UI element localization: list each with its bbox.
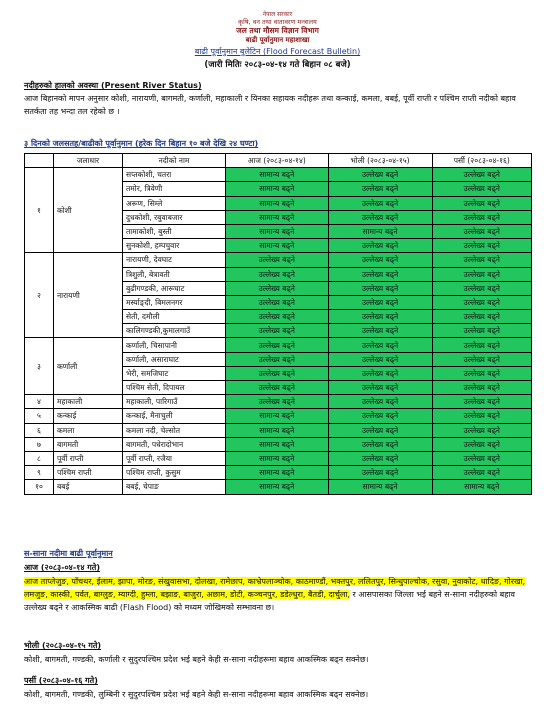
forecast-cell: उल्लेख्य बढ्ने — [328, 253, 432, 267]
forecast-cell: उल्लेख्य बढ्ने — [328, 324, 432, 338]
forecast-cell: उल्लेख्य बढ्ने — [328, 239, 432, 253]
river-station: सुनकोशी, हम्पचुवार — [123, 239, 226, 253]
col-header-today: आज (२०८३-०४-१४) — [226, 154, 329, 168]
basin-name: कर्णाली — [54, 338, 123, 395]
col-header-tomorrow: भोली (२०८३-०४-१५) — [328, 154, 432, 168]
forecast-cell: सामान्य बढ्ने — [226, 224, 329, 238]
river-station: पश्चिम राप्ती, कुसुम — [123, 466, 226, 480]
river-station: दुधकोशी, रबुवाबजार — [123, 210, 226, 224]
small-rivers-title: स-साना नदीमा बाढी पूर्वानुमान — [24, 549, 113, 558]
basin-name: बबई — [54, 480, 123, 494]
forecast-cell: उल्लेख्य बढ्ने — [432, 182, 531, 196]
forecast-cell: उल्लेख्य बढ्ने — [432, 295, 531, 309]
forecast-table-title: ३ दिनको जलसतह/बाढीको पूर्वानुमान (हरेक दिन बिहान १० बजे देखि २४ घण्टा) — [24, 139, 259, 148]
forecast-cell: उल्लेख्य बढ्ने — [432, 352, 531, 366]
basin-number: ६ — [25, 423, 54, 437]
river-station: पश्चिम सेती, दिपायल — [123, 381, 226, 395]
forecast-cell: सामान्य बढ्ने — [226, 480, 329, 494]
forecast-cell: सामान्य बढ्ने — [226, 409, 329, 423]
col-header-river: नदीको नाम — [123, 154, 226, 168]
forecast-cell: सामान्य बढ्ने — [226, 466, 329, 480]
river-station: बागमती, पधेरादोभान — [123, 437, 226, 451]
forecast-cell: उल्लेख्य बढ्ने — [328, 352, 432, 366]
forecast-cell: सामान्य बढ्ने — [226, 451, 329, 465]
forecast-cell: उल्लेख्य बढ्ने — [432, 210, 531, 224]
forecast-cell: उल्लेख्य बढ्ने — [432, 281, 531, 295]
basin-name: नारायणी — [54, 253, 123, 338]
forecast-cell: सामान्य बढ्ने — [226, 239, 329, 253]
today-label: आज (२०८३-०४-१४ गते) — [24, 563, 100, 572]
basin-name: कोशी — [54, 168, 123, 253]
forecast-cell: सामान्य बढ्ने — [226, 437, 329, 451]
forecast-cell: उल्लेख्य बढ्ने — [432, 366, 531, 380]
river-station: बबई, चेपाङ — [123, 480, 226, 494]
dayafter-label: पर्सी (२०८३-०४-१६ गते) — [24, 676, 98, 685]
forecast-cell: उल्लेख्य बढ्ने — [328, 409, 432, 423]
forecast-cell: उल्लेख्य बढ्ने — [328, 295, 432, 309]
department-name: जल तथा मौसम विज्ञान विभाग — [236, 26, 319, 35]
basin-name: पूर्वी राप्ती — [54, 451, 123, 465]
river-station: त्रिशुली, बेत्रावती — [123, 267, 226, 281]
forecast-cell: उल्लेख्य बढ्ने — [226, 253, 329, 267]
present-status-title: नदीहरुको हालको अवस्था (Present River Status) — [24, 81, 202, 90]
forecast-cell: सामान्य बढ्ने — [226, 168, 329, 182]
basin-number: ७ — [25, 437, 54, 451]
present-status-text: आज बिहानको मापन अनुसार कोशी, नारायणी, बागमती, कर्णाली, महाकाली र यिनका सहायक नदीहरू तथा कन्काई, कमला, बबई, पूर्वी राप्ती र पश्चिम राप्ती नदीको बहाव सतर्कता तह भन्दा तल रहेको छ । — [24, 94, 516, 116]
forecast-cell: उल्लेख्य बढ्ने — [328, 168, 432, 182]
forecast-cell: सामान्य बढ्ने — [226, 196, 329, 210]
forecast-cell: सामान्य बढ्ने — [226, 423, 329, 437]
basin-number: १० — [25, 480, 54, 494]
table-row — [25, 480, 532, 494]
river-station: तामाकोशी, बुस्ती — [123, 224, 226, 238]
forecast-cell: उल्लेख्य बढ्ने — [226, 381, 329, 395]
forecast-cell: उल्लेख्य बढ्ने — [432, 310, 531, 324]
forecast-cell: उल्लेख्य बढ्ने — [432, 437, 531, 451]
basin-number: ८ — [25, 451, 54, 465]
river-station: सप्तकोशी, चतरा — [123, 168, 226, 182]
forecast-cell: सामान्य बढ्ने — [432, 480, 531, 494]
river-station: सेती, दमौली — [123, 310, 226, 324]
col-header-num — [25, 154, 54, 168]
forecast-cell: उल्लेख्य बढ्ने — [328, 423, 432, 437]
forecast-cell: उल्लेख्य बढ्ने — [328, 182, 432, 196]
forecast-cell: उल्लेख्य बढ्ने — [432, 224, 531, 238]
col-header-dayafter: पर्सी (२०८३-०४-१६) — [432, 154, 531, 168]
river-station: भेरी, समजिघाट — [123, 366, 226, 380]
forecast-cell: उल्लेख्य बढ्ने — [432, 466, 531, 480]
forecast-cell: उल्लेख्य बढ्ने — [226, 395, 329, 409]
forecast-cell: उल्लेख्य बढ्ने — [226, 324, 329, 338]
forecast-cell: उल्लेख्य बढ्ने — [432, 395, 531, 409]
forecast-cell: सामान्य बढ्ने — [226, 210, 329, 224]
forecast-cell: उल्लेख्य बढ्ने — [328, 451, 432, 465]
forecast-cell: उल्लेख्य बढ्ने — [432, 168, 531, 182]
basin-name: कन्काई — [54, 409, 123, 423]
river-station: कालिगण्डकी,कुमालगाउँ — [123, 324, 226, 338]
today-text-rest: र आसपासका जिल्ला भई बहने स-साना नदीहरुको बहाव उल्लेख्य बढ्ने र आकस्मिक बाढी (Flash Flood) को मध्यम जोखिमको सम्भावना छ। — [24, 590, 515, 612]
river-station: अरूण, सिम्ले — [123, 196, 226, 210]
forecast-cell: उल्लेख्य बढ्ने — [432, 423, 531, 437]
forecast-cell: उल्लेख्य बढ्ने — [328, 338, 432, 352]
government-name: नेपाल सरकार — [262, 11, 293, 18]
forecast-cell: उल्लेख्य बढ्ने — [328, 267, 432, 281]
forecast-cell: उल्लेख्य बढ्ने — [226, 267, 329, 281]
basin-number: ४ — [25, 395, 54, 409]
forecast-cell: सामान्य बढ्ने — [328, 224, 432, 238]
basin-number: २ — [25, 253, 54, 338]
river-station: बुढीगण्डकी, आरूघाट — [123, 281, 226, 295]
forecast-cell: उल्लेख्य बढ्ने — [432, 267, 531, 281]
basin-name: बागमती — [54, 437, 123, 451]
forecast-cell: उल्लेख्य बढ्ने — [328, 366, 432, 380]
basin-name: पश्चिम राप्ती — [54, 466, 123, 480]
forecast-cell: उल्लेख्य बढ्ने — [432, 451, 531, 465]
forecast-cell: उल्लेख्य बढ्ने — [328, 395, 432, 409]
forecast-cell: सामान्य बढ्ने — [328, 480, 432, 494]
forecast-cell: उल्लेख्य बढ्ने — [328, 310, 432, 324]
basin-number: १ — [25, 168, 54, 253]
forecast-cell: उल्लेख्य बढ्ने — [226, 366, 329, 380]
table-row — [25, 466, 532, 480]
basin-name: कमला — [54, 423, 123, 437]
ministry-name: कृषि, वन तथा वातावरण मन्त्रालय — [238, 18, 317, 26]
forecast-cell: उल्लेख्य बढ्ने — [226, 295, 329, 309]
forecast-cell: उल्लेख्य बढ्ने — [432, 409, 531, 423]
highlighted-districts: आज ताप्लेजुङ, पाँचथर, ईलाम, झापा, मोरङ, संखुवासभा, दोलखा, रामेछाप, काभ्रेपलाञ्चोक, काठमाण्डौं, भक्तपुर, ललितपुर, सिन्धुपाल्चोक, रसुवा, नुवाकोट, धादिङ, गोरखा, लमजुङ, कास्की, पर्वत, बाग्लुङ, म्याग्दी, हुम्ला, बझाङ, बाजुरा, अछाम, डोटी, कञ्चनपुर, डडेल्धुरा, बैतडी, दार्चुला, — [24, 577, 526, 599]
forecast-cell: उल्लेख्य बढ्ने — [328, 281, 432, 295]
table-header-row — [25, 154, 532, 168]
forecast-cell: उल्लेख्य बढ्ने — [226, 338, 329, 352]
tomorrow-label: भोली (२०८३-०४-१५ गते) — [24, 641, 102, 650]
table-row — [25, 451, 532, 465]
forecast-cell: उल्लेख्य बढ्ने — [328, 381, 432, 395]
forecast-cell: उल्लेख्य बढ्ने — [432, 239, 531, 253]
forecast-cell: उल्लेख्य बढ्ने — [432, 338, 531, 352]
river-station: कन्काई, मैनाचुली — [123, 409, 226, 423]
forecast-cell: उल्लेख्य बढ्ने — [226, 281, 329, 295]
col-header-basin: जलाधार — [54, 154, 123, 168]
river-station: कमला नदी, चेल्सोत — [123, 423, 226, 437]
forecast-cell: उल्लेख्य बढ्ने — [328, 437, 432, 451]
river-station: तमोर, त्रिवेणी — [123, 182, 226, 196]
division-name: बाढी पूर्वानुमान महाशाखा — [245, 36, 310, 44]
forecast-cell: उल्लेख्य बढ्ने — [328, 196, 432, 210]
forecast-cell: उल्लेख्य बढ्ने — [432, 253, 531, 267]
river-station: मर्स्याङ्दी, बिमलनगर — [123, 295, 226, 309]
forecast-table — [24, 153, 532, 495]
dayafter-text: कोशी, बागमती, गण्डकी, लुम्बिनी र सुदुरपश्चिम प्रदेश भई बहने केही स-साना नदीहरूमा बहाव आकस्मिक बढ्न सक्नेछ। — [24, 690, 369, 699]
table-row — [25, 168, 532, 182]
issue-date: (जारी मितिः २०८३-०४-१४ गते बिहान ०८ बजे) — [204, 60, 351, 70]
river-station: कर्णाली, चिसापानी — [123, 338, 226, 352]
basin-name: महाकाली — [54, 395, 123, 409]
bulletin-title: बाढी पूर्वानुमान बुलेटिन (Flood Forecast Bulletin) — [194, 47, 361, 56]
forecast-cell: उल्लेख्य बढ्ने — [328, 210, 432, 224]
table-row — [25, 409, 532, 423]
forecast-cell: उल्लेख्य बढ्ने — [432, 324, 531, 338]
table-row — [25, 253, 532, 267]
river-station: नारायणी, देवघाट — [123, 253, 226, 267]
basin-number: ५ — [25, 409, 54, 423]
table-row — [25, 395, 532, 409]
forecast-cell: उल्लेख्य बढ्ने — [328, 466, 432, 480]
forecast-cell: उल्लेख्य बढ्ने — [226, 310, 329, 324]
tomorrow-text: कोशी, बागमती, गण्डकी, कर्णाली र सुदुरपश्चिम प्रदेश भई बहने केही स-साना नदीहरूमा बहाव आकस्मिक बढ्न सक्नेछ। — [24, 655, 369, 664]
today-text — [24, 575, 532, 614]
forecast-cell: सामान्य बढ्ने — [226, 182, 329, 196]
forecast-cell: उल्लेख्य बढ्ने — [226, 352, 329, 366]
forecast-cell: उल्लेख्य बढ्ने — [432, 381, 531, 395]
basin-number: ३ — [25, 338, 54, 395]
river-station: महाकाली, पारिगाउँ — [123, 395, 226, 409]
river-station: पूर्वी राप्ती, रजैया — [123, 451, 226, 465]
table-row — [25, 423, 532, 437]
forecast-cell: उल्लेख्य बढ्ने — [432, 196, 531, 210]
table-row — [25, 338, 532, 352]
table-row — [25, 437, 532, 451]
river-station: कर्णाली, असाराघाट — [123, 352, 226, 366]
basin-number: ९ — [25, 466, 54, 480]
